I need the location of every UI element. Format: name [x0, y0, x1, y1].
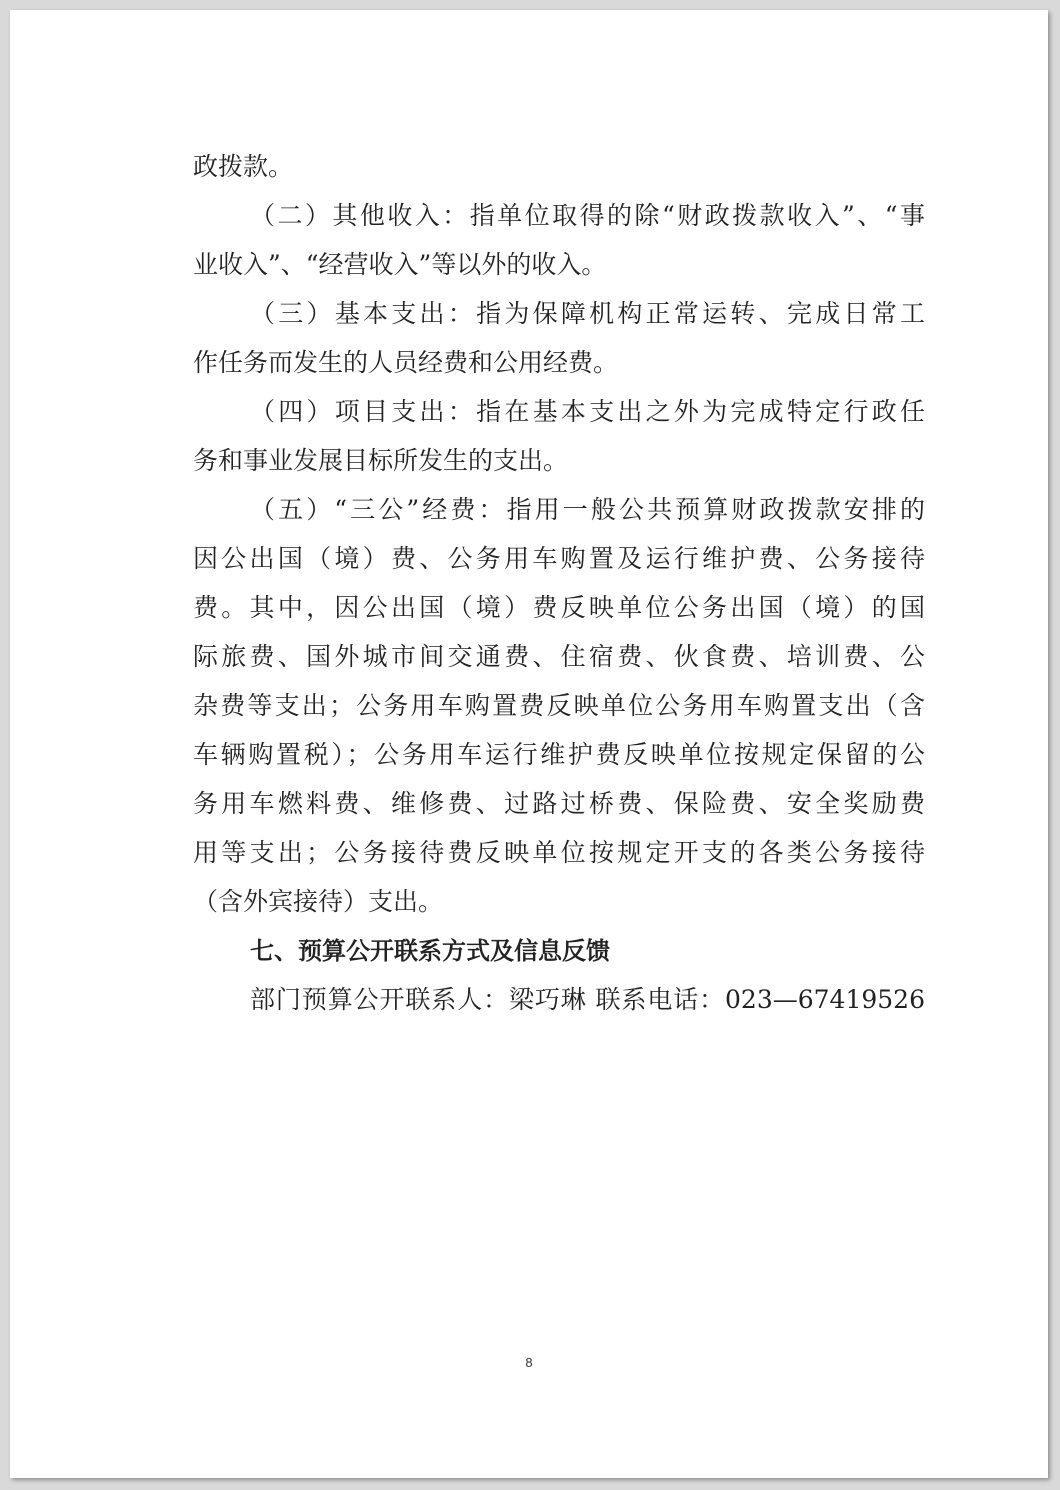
text-line-other-income: （二）其他收入：指单位取得的除“财政拨款收入”、“事	[250, 201, 925, 230]
text-line: 费。其中，因公出国（境）费反映单位公务出国（境）的国	[193, 593, 925, 622]
text-line: 际旅费、国外城市间交通费、住宿费、伙食费、培训费、公	[193, 642, 925, 671]
contact-line: 部门预算公开联系人：梁巧琳 联系电话：023—67419526	[250, 985, 925, 1014]
text-line: 务用车燃料费、维修费、过路过桥费、保险费、安全奖励费	[193, 789, 925, 818]
text-line: 务和事业发展目标所发生的支出。	[193, 446, 569, 475]
page-number: 8	[525, 1355, 533, 1370]
section-heading: 七、预算公开联系方式及信息反馈	[250, 937, 610, 965]
text-line-project-expenditure: （四）项目支出：指在基本支出之外为完成特定行政任	[250, 397, 925, 426]
text-line-three-public-funds: （五）“三公”经费：指用一般公共预算财政拨款安排的	[250, 495, 925, 524]
text-line: 业收入”、“经营收入”等以外的收入。	[193, 250, 607, 279]
text-line: 杂费等支出；公务用车购置费反映单位公务用车购置支出（含	[193, 691, 925, 720]
text-line-basic-expenditure: （三）基本支出：指为保障机构正常运转、完成日常工	[250, 299, 925, 328]
document-page	[10, 10, 1048, 1478]
text-line: 因公出国（境）费、公务用车购置及运行维护费、公务接待	[193, 544, 925, 573]
text-line: 用等支出；公务接待费反映单位按规定开支的各类公务接待	[193, 838, 925, 867]
text-line: 车辆购置税）；公务用车运行维护费反映单位按规定保留的公	[193, 740, 925, 769]
text-line: 作任务而发生的人员经费和公用经费。	[193, 348, 619, 377]
text-line: （含外宾接待）支出。	[193, 887, 444, 916]
text-line-continuation: 政拨款。	[193, 152, 294, 181]
